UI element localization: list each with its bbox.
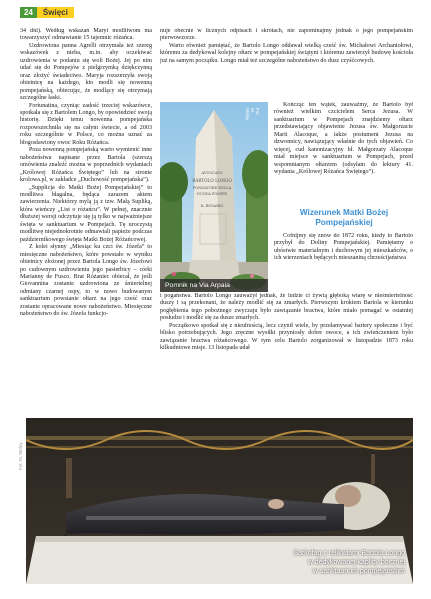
- paragraph: 34 dni). Według wskazań Maryi modlitwom ma towarzyszyć odmawianie 15 tajemnic różańca.: [20, 28, 152, 42]
- paragraph: Fortunatina, czyniąc zadość trzeciej wskazówce, spotkała się z Bartolem Longo, by opowiedzieć swoją historię. Dzięki temu nowenna pompejańska rozpowszechniła się na całym świecie, a od 2003 roku szczególnie w Polsce, co można uznać za błogosławiony owoc Roku Różańca.: [20, 102, 152, 146]
- monument-image: [160, 102, 268, 292]
- paragraph: Z kolei słynny „Miesiąc ku czci św. Józefa” to miesięczne nabożeństwo, które powstało w wyniku obietnicy złożonej przez Bartola Longo św. Józefowi po cudownym uzdrowieniu jego pasierbicy – córki Marianny de Fusco. Brat Różaniec obiecał, że jeśli Giovannina zostanie uzdrowiona ze śmiertelnej odmiany czarnej ospy, to w nowo budowanym sanktuarium powstanie ołtarz na jego cześć oraz zostanie opracowane nowe nabożeństwo. Miesięczne nabożeństwo do św. Józefa funkcjo-: [20, 244, 152, 318]
- monument-photo: [160, 102, 268, 292]
- page-number: 24: [20, 7, 37, 18]
- monument-credit: Fot. M. Wolny: [245, 108, 260, 121]
- monument-line-2: BARTOLO LONGO: [192, 178, 232, 183]
- sarcophagus-credit: Fot. M. Wolny: [18, 442, 23, 470]
- article-column-2-right: [274, 102, 413, 206]
- monument-caption: Pomnik na Via Arpaia: [160, 279, 268, 292]
- monument-line-1: AVVOCATO: [201, 171, 223, 175]
- paragraph: Cofnijmy się znów do 1872 roku, kiedy to Bartolo przybył do Doliny Pompejańskiej. Pamiętamy o ubóstwie materialnym i duchowym jej mieszkańców, o ich wierzeniach będących mieszaniną chrześcijaństwa: [274, 233, 413, 262]
- paragraph: nuje obecnie w licznych odpisach i skrótach, nie zapominajmy jednak o jego pompejańskim pierwowzorze.: [160, 28, 413, 42]
- monument-line-4: NUOVA POMPEI: [196, 192, 228, 196]
- paragraph: Warto również pamiętać, że Bartolo Longo oddawał wielką cześć św. Michałowi Archaniołowi, któremu za dedykował kolejny ołtarz w pompejańskiej świątyni i któremu zawierzył budowę kościoła już na samym początku. Longo miał też szczególne nabożeństwo do dusz czyśćcowych.: [160, 42, 413, 64]
- sarcophagus-caption: Sarkofag z relikwiami Bartola Longo w dedykowanej kaplicy bocznej w sanktuarium pompejańskim: [293, 550, 405, 575]
- monument-line-3: FONDATORE DELLA: [192, 186, 232, 190]
- article-column-2-bottom: [160, 293, 413, 415]
- paragraph: „Supplicja do Matki Bożej Pompejańskiej” to modlitwa błagalna, będąca zarazem aktem zawierzenia. Niektórzy mylą ją z tzw. Małą Supliką, która wieńczy „List o różańcu”. W pełnej, znacznie dłuższej wersji odczytuje się ją tylko w najważniejsze święta w sanktuarium w Pompejach. Tę uroczystą modlitwę niejednokrotnie odmawiali papieże podczas październikowego święta Matki Bożej Różańcowej.: [20, 184, 152, 243]
- sarcophagus-photo: [26, 418, 413, 584]
- article-column-2-top: [160, 28, 413, 100]
- paragraph: i pogaństwa. Bartolo Longo zauważył jednak, że ludzie ci żywią głęboką wiarę w nieśmiertelność duszy i są przekonani, że należy modlić się za zmarłych. Pierwszym krokiem Bartola w kierunku pogłębienia tego pobożnego zwyczaju było zawiązanie bractwa, które miało pomagać w ostatniej posłudze i modlić się za dusze zmarłych.: [160, 293, 413, 322]
- page-header: [0, 6, 74, 18]
- section-subheading: Wizerunek Matki Bożej Pompejańskiej: [299, 208, 389, 227]
- monument-line-5: IL ROSARIO: [200, 204, 224, 208]
- paragraph: Poza nowenną pompejańską warto wymienić inne nabożeństwa napisane przez Bartola (szerszą omówienia znaleźć można w poprzednich wydaniach „Królowej Różańca Świętego” lub na stronie krolowa.pl, w zakładce „Duchowość pompejańska”).: [20, 147, 152, 184]
- paragraph: Początkowo spotkał się z nieufnością, lecz czynił wiele, by przełamywać bariery społeczne i być blisko potrzebujących. Jego zręczne wysiłki przyniosły dobre owoce, a ich zwieńczeniem było zawiązanie bractwa różańcowego. W tym celu Bartolo zorganizował w listopadzie 1873 roku kilkudniowe misje. 13 listopada udał: [160, 322, 413, 352]
- article-column-1: [20, 28, 152, 414]
- section-label: Święci: [37, 7, 74, 18]
- paragraph: Uzdrowiona panna Agrelli otrzymała też szereg wskazówek z nieba, m.in. aby oczekiwać uzdrowienia w podaniu się woli Bożej. Jej po nim udać się do Pompejów z pielgrzymką dziękczynną oraz złożyć świadectwo. Maryja rozszerzyła swoją obietnicę na każdego, kto modli się nowenną pompejańską, obiecując, że modlący się otrzymają szczególne łaski.: [20, 42, 152, 102]
- paragraph: Kończąc ten wątek, zauważmy, że Bartolo był również wielkim czcicielem Serca Jezusa. W sanktuarium w Pompejach znajdziemy ołtarz przedstawiający objawienie Jezusa św. Małgorzacie Marii Alacoque, a także postument Jezusa na dzwonnicy, nawiązujący właśnie do tych objawień. Co więcej, cud kanonizacyjny bł. Małgorzaty Alacoque miał miejsce w sanktuarium w Pompejach, przed wspomnianym ołtarzem (odsyłam do lektury 41. wydania „Królowej Różańca Świętego”).: [274, 102, 413, 176]
- article-column-2-after-heading: [274, 233, 413, 293]
